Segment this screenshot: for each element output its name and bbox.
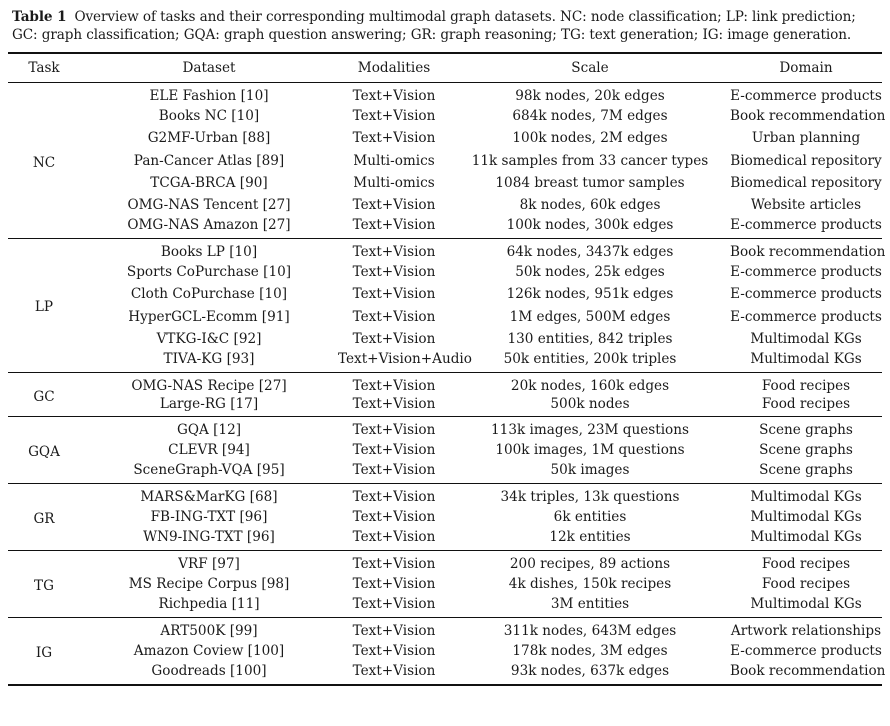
table-row [8, 305, 882, 327]
domain-cell: Urban planning [751, 130, 861, 147]
task-group-ig [8, 618, 886, 685]
dataset-cell: Pan-Cancer Atlas [89] [133, 152, 285, 169]
scale-cell: 100k nodes, 2M edges [512, 130, 668, 147]
modalities-cell: Text+Vision [352, 130, 436, 147]
modalities-cell: Text+Vision [352, 107, 436, 124]
dataset-cell: ELE Fashion [10] [149, 87, 269, 104]
task-cell: GQA [28, 444, 60, 461]
modalities-cell: Text+Vision [352, 529, 436, 546]
table-row [8, 484, 882, 506]
scale-cell: 64k nodes, 3437k edges [506, 243, 674, 260]
dataset-cell: TIVA-KG [93] [163, 350, 255, 367]
task-group-gqa [8, 417, 882, 484]
scale-cell: 113k images, 23M questions [491, 422, 689, 439]
scale-cell: 11k samples from 33 cancer types [471, 152, 709, 169]
dataset-cell: OMG-NAS Recipe [27] [131, 377, 287, 394]
modalities-cell: Text+Vision+Audio [338, 350, 472, 367]
domain-cell: Food recipes [761, 377, 851, 394]
table-row [8, 194, 882, 216]
modalities-cell: Text+Vision [352, 662, 436, 679]
domain-cell: E-commerce products [730, 264, 882, 281]
domain-cell: Book recommendation [730, 107, 886, 124]
modalities-cell: Text+Vision [352, 197, 436, 214]
header-domain: Domain [730, 53, 882, 83]
scale-cell: 4k dishes, 150k recipes [508, 576, 672, 593]
table-row [8, 573, 882, 595]
domain-cell: Multimodal KGs [750, 596, 862, 613]
header-modalities: Modalities [338, 53, 450, 83]
domain-cell: Multimodal KGs [750, 509, 862, 526]
table-row [8, 439, 882, 461]
modalities-cell: Text+Vision [352, 643, 436, 660]
scale-cell: 34k triples, 13k questions [500, 489, 680, 506]
dataset-cell: HyperGCL-Ecomm [91] [128, 308, 290, 325]
dataset-cell: ART500K [99] [160, 623, 258, 640]
table-row [8, 417, 882, 439]
task-cell: NC [32, 154, 56, 171]
scale-cell: 6k entities [553, 509, 627, 526]
dataset-cell: Books NC [10] [158, 107, 260, 124]
caption-label: Table 1 [12, 9, 67, 25]
dataset-cell: SceneGraph-VQA [95] [133, 462, 285, 479]
table-row [8, 239, 882, 261]
task-group-lp [8, 239, 886, 373]
dataset-cell: WN9-ING-TXT [96] [143, 529, 275, 546]
task-cell: GR [33, 511, 55, 528]
domain-cell: Food recipes [761, 576, 851, 593]
scale-cell: 1084 breast tumor samples [495, 174, 685, 191]
modalities-cell: Text+Vision [352, 377, 436, 394]
modalities-cell: Text+Vision [352, 217, 436, 234]
domain-cell: Food recipes [761, 395, 851, 412]
dataset-cell: G2MF-Urban [88] [147, 130, 271, 147]
domain-cell: E-commerce products [730, 308, 882, 325]
header-dataset: Dataset [80, 53, 338, 83]
task-group-gc [8, 372, 882, 417]
scale-cell: 178k nodes, 3M edges [512, 643, 668, 660]
task-cell: TG [34, 578, 54, 595]
task-group-nc [8, 83, 886, 239]
scale-cell: 1M edges, 500M edges [509, 308, 671, 325]
modalities-cell: Text+Vision [352, 422, 436, 439]
scale-cell: 50k entities, 200k triples [503, 350, 677, 367]
dataset-cell: MS Recipe Corpus [98] [128, 576, 290, 593]
domain-cell: E-commerce products [730, 643, 882, 660]
domain-cell: Biomedical repository [730, 174, 882, 191]
modalities-cell: Text+Vision [352, 442, 436, 459]
modalities-cell: Text+Vision [352, 264, 436, 281]
scale-cell: 93k nodes, 637k edges [510, 662, 670, 679]
table-row [8, 640, 882, 662]
scale-cell: 100k nodes, 300k edges [506, 217, 674, 234]
domain-cell: E-commerce products [730, 286, 882, 303]
table-row [8, 662, 882, 684]
dataset-cell: Large-RG [17] [159, 395, 259, 412]
datasets-table [8, 52, 886, 686]
table-row [8, 149, 882, 171]
table-row [8, 551, 882, 573]
table-row [8, 395, 882, 417]
task-cell: GC [33, 388, 55, 405]
dataset-cell: OMG-NAS Amazon [27] [127, 217, 291, 234]
table-row [8, 462, 882, 484]
scale-cell: 311k nodes, 643M edges [503, 623, 677, 640]
modalities-cell: Text+Vision [352, 243, 436, 260]
modalities-cell: Text+Vision [352, 596, 436, 613]
dataset-cell: FB-ING-TXT [96] [150, 509, 268, 526]
scale-cell: 50k nodes, 25k edges [515, 264, 665, 281]
dataset-cell: TCGA-BRCA [90] [150, 174, 268, 191]
table-row [8, 127, 882, 149]
domain-cell: Artwork relationships [730, 623, 882, 640]
dataset-cell: Books LP [10] [160, 243, 258, 260]
modalities-cell: Text+Vision [352, 623, 436, 640]
task-cell: IG [35, 644, 53, 661]
header-task: Task [8, 53, 80, 83]
modalities-cell: Multi-omics [353, 174, 435, 191]
scale-cell: 50k images [550, 462, 630, 479]
caption-text: Overview of tasks and their corresponding multimodal graph datasets. NC: node classification; LP: link prediction; GC: graph classification; GQA: graph question answering; GR: graph reasoning; TG: text generation; IG: image generation. [12, 9, 856, 43]
table-row [8, 328, 882, 350]
modalities-cell: Text+Vision [352, 576, 436, 593]
scale-cell: 684k nodes, 7M edges [512, 107, 668, 124]
domain-cell: Multimodal KGs [750, 330, 862, 347]
scale-cell: 200 recipes, 89 actions [509, 556, 671, 573]
domain-cell: Website articles [750, 197, 862, 214]
table-row [8, 105, 882, 127]
modalities-cell: Text+Vision [352, 87, 436, 104]
table-row [8, 618, 882, 640]
domain-cell: Multimodal KGs [750, 529, 862, 546]
scale-cell: 130 entities, 842 triples [507, 330, 673, 347]
domain-cell: Scene graphs [759, 442, 853, 459]
domain-cell: Scene graphs [759, 462, 853, 479]
modalities-cell: Text+Vision [352, 308, 436, 325]
dataset-cell: CLEVR [94] [168, 442, 250, 459]
dataset-cell: VRF [97] [178, 556, 240, 573]
domain-cell: E-commerce products [730, 217, 882, 234]
modalities-cell: Text+Vision [352, 509, 436, 526]
domain-cell: Food recipes [761, 556, 851, 573]
table-row [8, 216, 882, 238]
header-row [8, 53, 882, 83]
modalities-cell: Text+Vision [352, 286, 436, 303]
scale-cell: 126k nodes, 951k edges [506, 286, 674, 303]
dataset-cell: Amazon Coview [100] [133, 643, 285, 660]
table-row [8, 283, 882, 305]
domain-cell: Biomedical repository [730, 152, 882, 169]
table-row [8, 506, 882, 528]
table-row [8, 172, 882, 194]
dataset-cell: Sports CoPurchase [10] [126, 264, 292, 281]
task-group-tg [8, 551, 882, 618]
domain-cell: Multimodal KGs [750, 489, 862, 506]
scale-cell: 20k nodes, 160k edges [510, 377, 670, 394]
scale-cell: 8k nodes, 60k edges [519, 197, 661, 214]
table-row [8, 261, 882, 283]
domain-cell: Book recommendation [730, 243, 886, 260]
table-row [8, 83, 882, 105]
dataset-cell: MARS&MarKG [68] [140, 489, 278, 506]
modalities-cell: Text+Vision [352, 462, 436, 479]
table-row [8, 595, 882, 617]
task-group-gr [8, 484, 882, 551]
scale-cell: 100k images, 1M questions [495, 442, 685, 459]
task-cell: LP [34, 299, 54, 316]
dataset-cell: OMG-NAS Tencent [27] [127, 197, 291, 214]
table-caption [12, 8, 884, 44]
domain-cell: Multimodal KGs [750, 350, 862, 367]
table-row [8, 372, 882, 394]
header-scale: Scale [450, 53, 730, 83]
dataset-cell: Richpedia [11] [158, 596, 260, 613]
dataset-cell: GQA [12] [176, 422, 242, 439]
domain-cell: Scene graphs [759, 422, 853, 439]
dataset-cell: VTKG-I&C [92] [156, 330, 262, 347]
dataset-cell: Cloth CoPurchase [10] [130, 286, 288, 303]
table-row [8, 528, 882, 550]
domain-cell: Book recommendation [730, 662, 886, 679]
modalities-cell: Text+Vision [352, 330, 436, 347]
table-row [8, 350, 882, 372]
modalities-cell: Text+Vision [352, 395, 436, 412]
dataset-cell: Goodreads [100] [151, 662, 267, 679]
scale-cell: 500k nodes [550, 395, 630, 412]
modalities-cell: Multi-omics [353, 152, 435, 169]
modalities-cell: Text+Vision [352, 489, 436, 506]
scale-cell: 3M entities [550, 596, 630, 613]
scale-cell: 98k nodes, 20k edges [515, 87, 665, 104]
modalities-cell: Text+Vision [352, 556, 436, 573]
scale-cell: 12k entities [549, 529, 631, 546]
domain-cell: E-commerce products [730, 87, 882, 104]
